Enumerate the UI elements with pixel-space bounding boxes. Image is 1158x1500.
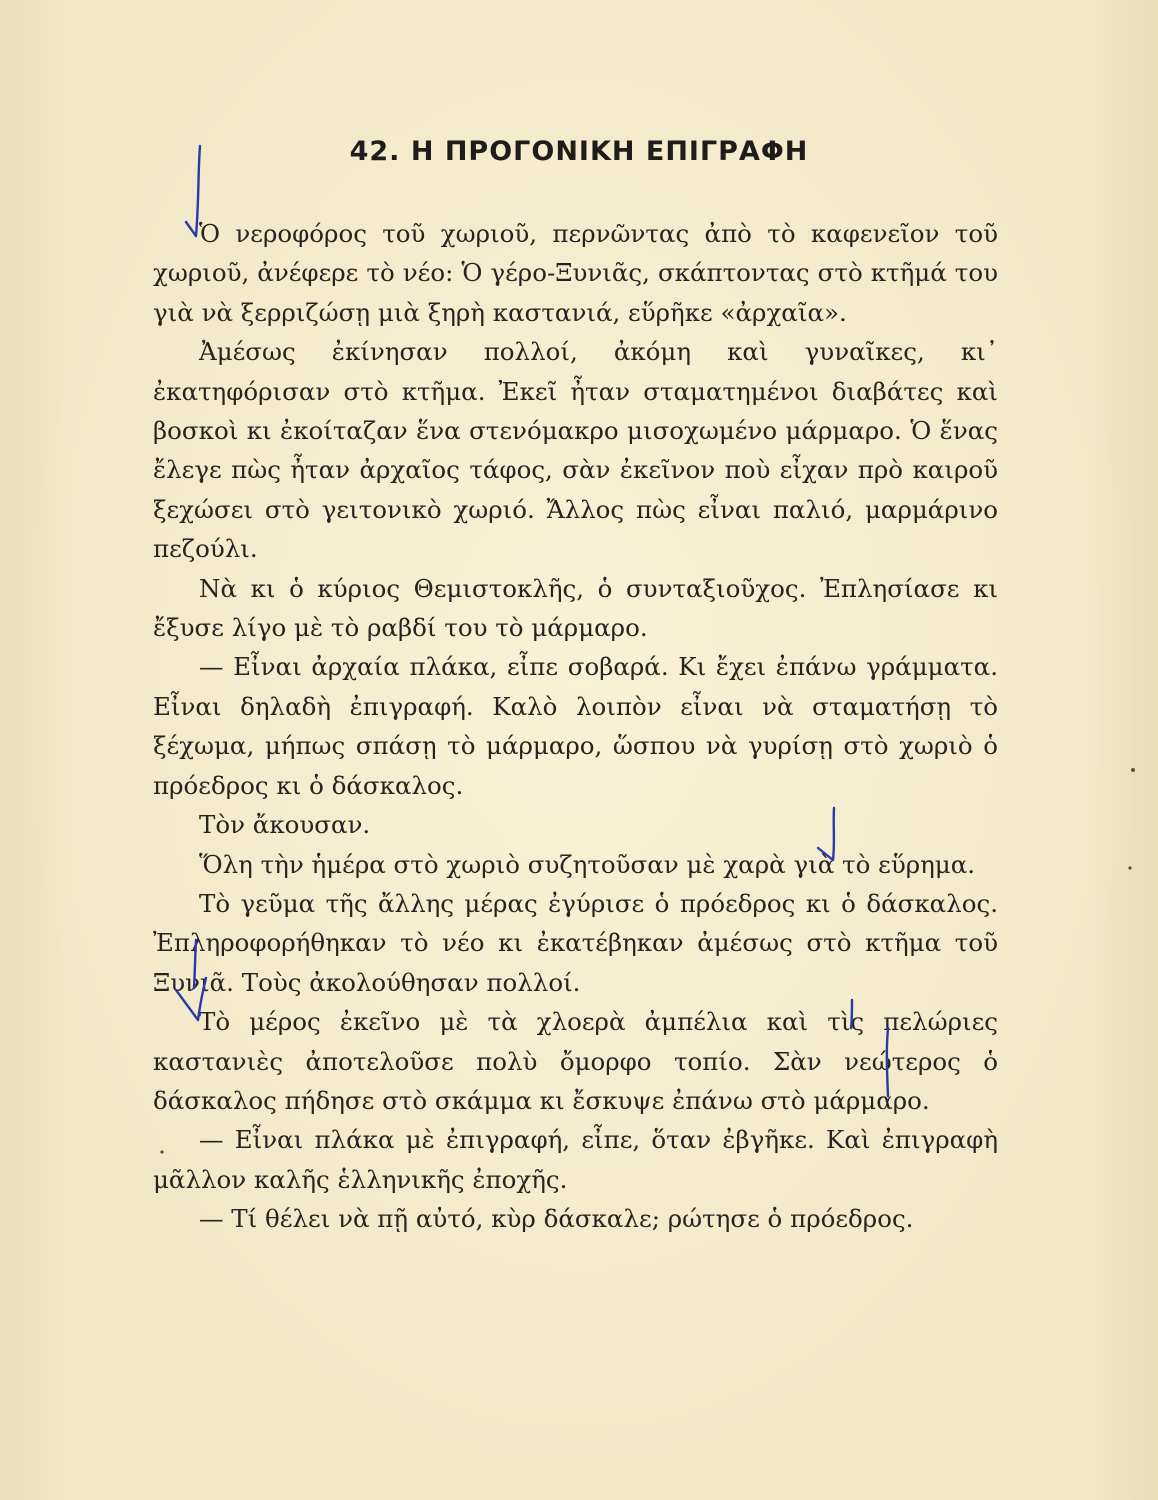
body-text <box>153 214 998 1239</box>
paragraph: — Εἶναι πλάκα μὲ ἐπιγραφή, εἶπε, ὅταν ἐβγῆκε. Καὶ ἐπιγραφὴ μᾶλλον καλῆς ἑλληνικῆς ἐποχῆς. <box>153 1125 998 1194</box>
paragraph: Τὸ μέρος ἐκεῖνο μὲ τὰ χλοερὰ ἀμπέλια καὶ τὶς πελώριες καστανιὲς ἀποτελοῦσε πολὺ ὄμορφο τοπίο. Σὰν νεώτερος ὁ δάσκαλος πήδησε στὸ σκάμμα κι ἔσκυψε ἐπάνω στὸ μάρμαρο. <box>153 1007 998 1115</box>
paragraph: — Εἶναι ἀρχαία πλάκα, εἶπε σοβαρά. Κι ἔχει ἐπάνω γράμματα. Εἶναι δηλαδὴ ἐπιγραφή. Καλὸ λοιπὸν εἶναι νὰ σταματήσῃ τὸ ξέχωμα, μήπως σπάσῃ τὸ μάρμαρο, ὥσπου νὰ γυρίσῃ στὸ χωριὸ ὁ πρόεδρος κι ὁ δάσκαλος. <box>153 652 998 800</box>
paragraph: Ἀμέσως ἐκίνησαν πολλοί, ἀκόμη καὶ γυναῖκες, κι᾿ ἐκατηφόρισαν στὸ κτῆμα. Ἐκεῖ ἦταν σταματημένοι διαβάτες καὶ βοσκοὶ κι ἐκοίταζαν ἕνα στενόμακρο μισοχωμένο μάρμαρο. Ὁ ἕνας ἔλεγε πὼς ἦταν ἀρχαῖος τάφος, σὰν ἐκεῖνον ποὺ εἶχαν πρὸ καιροῦ ξεχώσει στὸ γειτονικὸ χωριό. Ἄλλος πὼς εἶναι παλιό, μαρμάρινο πεζούλι. <box>153 337 998 564</box>
chapter-title: 42. Η ΠΡΟΓΟΝΙΚΗ ΕΠΙΓΡΑΦΗ <box>349 136 809 167</box>
paragraph: — Τί θέλει νὰ πῇ αὐτό, κὺρ δάσκαλε; ρώτησε ὁ πρόεδρος. <box>199 1204 914 1234</box>
paragraph: Ὁ νεροφόρος τοῦ χωριοῦ, περνῶντας ἀπὸ τὸ καφενεῖον τοῦ χωριοῦ, ἀνέφερε τὸ νέο: Ὁ γέρο-Ξυνιᾶς, σκάπτοντας στὸ κτῆμά του γιὰ νὰ ξερριζώσῃ μιὰ ξηρὴ καστανιά, εὕρῆκε «ἀρχαῖα». <box>153 219 998 327</box>
speck <box>1131 768 1135 772</box>
paragraph: Τὸν ἄκουσαν. <box>199 810 371 840</box>
speck <box>1128 866 1131 869</box>
paragraph: Νὰ κι ὁ κύριος Θεμιστοκλῆς, ὁ συνταξιοῦχος. Ἐπλησίασε κι ἔξυσε λίγο μὲ τὸ ραβδί του τὸ μάρμαρο. <box>153 573 998 643</box>
paragraph: Ὅλη τὴν ἡμέρα στὸ χωριὸ συζητοῦσαν μὲ χαρὰ γιὰ τὸ εὕρημα. <box>199 849 976 879</box>
paragraph: Τὸ γεῦμα τῆς ἄλλης μέρας ἐγύρισε ὁ πρόεδρος κι ὁ δάσκαλος. Ἐπληροφορήθηκαν τὸ νέο κι ἐκατέβηκαν ἀμέσως στὸ κτῆμα τοῦ Ξυνιᾶ. Τοὺς ἀκολούθησαν πολλοί. <box>153 888 998 997</box>
